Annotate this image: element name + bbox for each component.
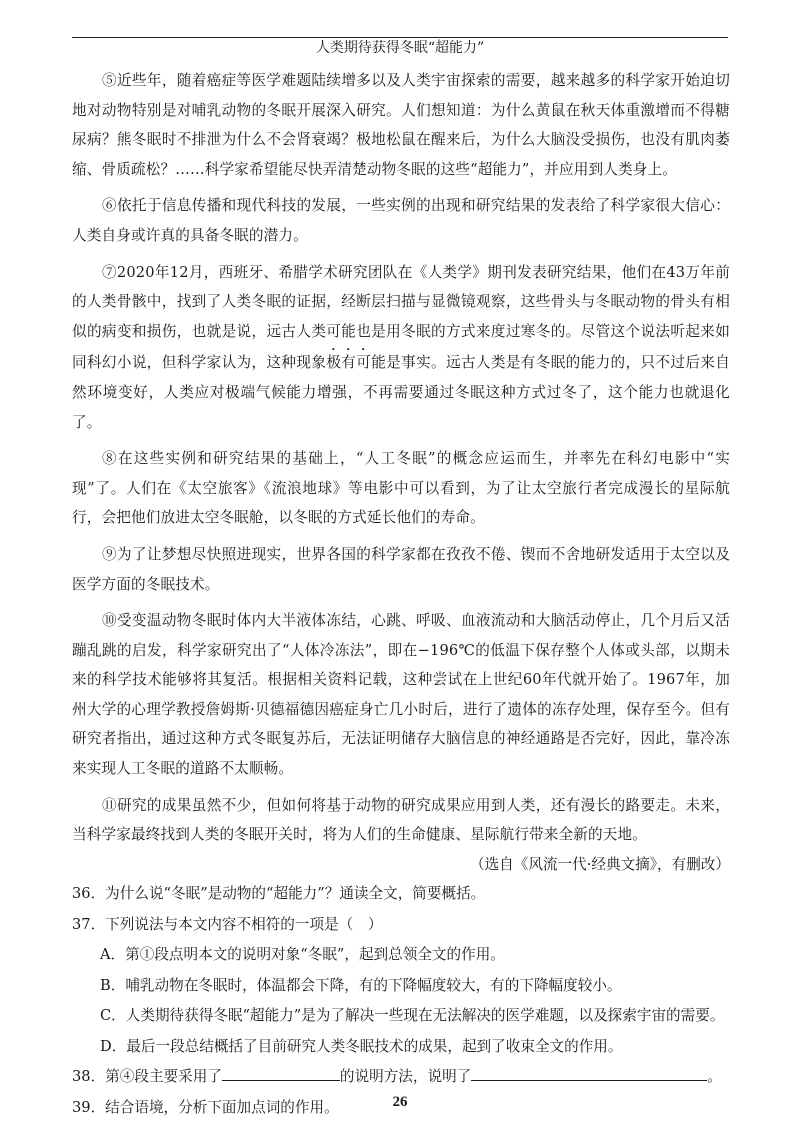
paragraph-10: ⑩受变温动物冬眠时体内大半液体冻结，心跳、呼吸、血液流动和大脑活动停止，几个月后又活蹦乱跳的启发，科学家研究出了“人体冷冻法”，即在−196℃的低温下保存整个人体或头部，以期未来的科学技术能够将其复活。根据相关资料记载，这种尝试在上世纪60年代就开始了。1967年，加州大学的心理学教授詹姆斯·贝德福德因癌症身亡几小时后，进行了遗体的冻存处理，保存至今。但有研究者指出，通过这种方式冬眠复苏后，无法证明储存大脑信息的神经通路是否完好，因此，靠冷冻来实现人工冬眠的道路不太顺畅。 xyxy=(72,612,730,778)
paragraph-7 xyxy=(72,258,730,438)
option-c: C．人类期待获得冬眠“超能力”是为了解决一些现在无法解决的医学难题，以及探索宇宙的需要。 xyxy=(100,1007,725,1025)
paragraph-9: ⑨为了让梦想尽快照进现实，世界各国的科学家都在孜孜不倦、锲而不舍地研发适用于太空以及医学方面的冬眠技术。 xyxy=(72,545,730,593)
paragraph-6: ⑥依托于信息传播和现代科技的发展，一些实例的出现和研究结果的发表给了科学家很大信心：人类自身或许真的具备冬眠的潜力。 xyxy=(72,197,730,244)
paragraph-5: ⑤近些年，随着癌症等医学难题陆续增多以及人类宇宙探索的需要，越来越多的科学家开始迫切地对动物特别是对哺乳动物的冬眠开展深入研究。人们想知道：为什么黄鼠在秋天体重激增而不得糖尿病？熊冬眠时不排泄为什么不会肾衰竭？极地松鼠在醒来后，为什么大脑没受损伤，也没有肌肉萎缩、骨质疏松？……科学家希望能尽快弄清楚动物冬眠的这些“超能力”，并应用到人类身上。 xyxy=(72,72,730,178)
paragraph-11: ⑪研究的成果虽然不少，但如何将基于动物的研究成果应用到人类，还有漫长的路要走。未来，当科学家最终找到人类的冬眠开关时，将为人们的生命健康、星际航行带来全新的天地。 xyxy=(72,796,730,844)
article-body xyxy=(72,66,730,1123)
answer-blank-2[interactable] xyxy=(471,1066,707,1081)
page-header-title: 人类期待获得冬眠“超能力” xyxy=(315,40,485,56)
option-a: A．第①段点明本文的说明对象“冬眠”，起到总领全文的作用。 xyxy=(100,946,505,964)
source-citation: （选自《风流一代·经典文摘》，有删改） xyxy=(469,855,730,873)
question-37: 37．下列说法与本文内容不相符的一项是（ ） xyxy=(72,915,383,933)
question-38-text-c: 。 xyxy=(707,1068,722,1086)
question-38-text-b: 的说明方法，说明了 xyxy=(339,1068,472,1086)
paragraph-8: ⑧在这些实例和研究结果的基础上，“人工冬眠”的概念应运而生，并率先在科幻电影中“实现”了。人们在《太空旅客》《流浪地球》等电影中可以看到，为了让太空旅行者完成漫长的星际航行，会把他们放进太空冬眠舱，以冬眠的方式延长他们的寿命。 xyxy=(72,450,730,527)
paragraph-7-part-b: 能是事实。远古人类是有冬眠的能力的，只不过后来自然环境变好，人类应对极端气候能力增强，不再需要通过冬眠这种方式过冬了，这个能力也就退化了。 xyxy=(72,354,731,431)
page-number: 26 xyxy=(392,1094,408,1110)
question-39: 39．结合语境，分析下面加点词的作用。 xyxy=(72,1098,339,1116)
question-38 xyxy=(72,1062,730,1093)
emphasized-words: 极有可 xyxy=(326,354,372,372)
question-38-text-a: 38．第④段主要采用了 xyxy=(72,1068,222,1086)
option-d: D．最后一段总结概括了目前研究人类冬眠技术的成果，起到了收束全文的作用。 xyxy=(100,1037,623,1055)
answer-blank-1[interactable] xyxy=(222,1066,340,1081)
paragraph-7-part-a: ⑦2020年12月，西班牙、希腊学术研究团队在《人类学》期刊发表研究结果，他们在43万年前的人类骨骸中，找到了人类冬眠的证据，经断层扫描与显微镜观察，这些骨头与冬眠动物的骨头有相似的病变和损伤，也就是说，远古人类可能也是用冬眠的方式来度过寒冬的。尽管这个说法听起来如同科幻小说，但科学家认为，这种现象 xyxy=(72,263,730,372)
option-b: B．哺乳动物在冬眠时，体温都会下降，有的下降幅度较大，有的下降幅度较小。 xyxy=(100,976,622,994)
question-36: 36．为什么说“冬眠”是动物的“超能力”？通读全文，简要概括。 xyxy=(72,885,486,903)
